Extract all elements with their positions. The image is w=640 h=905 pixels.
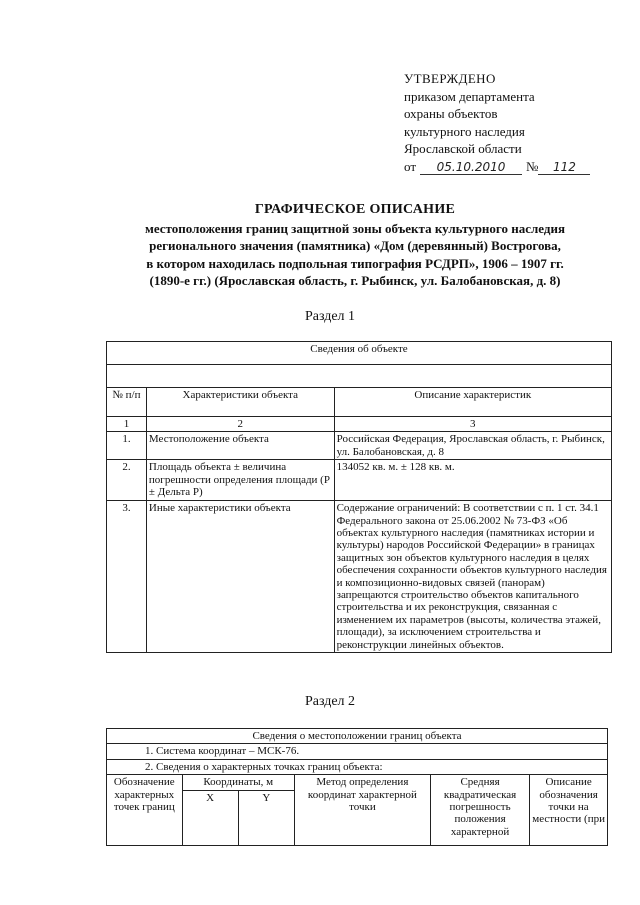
table-title-row xyxy=(107,729,608,744)
approval-line: охраны объектов xyxy=(404,106,498,121)
header-method: Метод определения координат характерной точки xyxy=(294,775,430,845)
row-description: Российская Федерация, Ярославская область, г. Рыбинск, ул. Балобановская, д. 8 xyxy=(334,432,611,460)
row-num: 2. xyxy=(107,460,147,501)
document-title xyxy=(60,201,640,290)
coord-system-row xyxy=(107,744,608,759)
header-y: Y xyxy=(238,790,294,845)
table-row xyxy=(107,432,612,460)
header-num: № п/п xyxy=(107,388,147,417)
table-row xyxy=(107,460,612,501)
table-row xyxy=(107,501,612,653)
header-error: Средняя квадратическая погрешность положения характерной xyxy=(430,775,529,845)
coord-system: 1. Система координат – МСК-76. xyxy=(107,744,608,759)
section-1-heading: Раздел 1 xyxy=(304,309,356,324)
table-title: Сведения о местоположении границ объекта xyxy=(107,729,608,744)
table-title-row xyxy=(107,342,612,365)
title-line: в котором находилась подпольная типография РСДРП», 1906 – 1907 гг. xyxy=(146,255,564,271)
number-label: № xyxy=(526,158,539,174)
title-line: местоположения границ защитной зоны объекта культурного наследия xyxy=(144,220,566,236)
boundary-info-table xyxy=(106,728,608,846)
row-num: 1. xyxy=(107,432,147,460)
table-header-row xyxy=(107,388,612,417)
table-spacer-row xyxy=(107,365,612,388)
row-characteristic: Местоположение объекта xyxy=(146,432,334,460)
row-characteristic: Площадь объекта ± величина погрешности определения площади (P ± Дельта P) xyxy=(146,460,334,501)
approval-heading: УТВЕРЖДЕНО xyxy=(404,71,496,86)
header-description: Описание обозначения точки на местности (при xyxy=(530,775,608,845)
approval-line: Ярославской области xyxy=(404,141,522,156)
table-header-row xyxy=(107,775,608,790)
header-characteristic: Характеристики объекта xyxy=(146,388,334,417)
col-number: 3 xyxy=(334,417,611,432)
row-num: 3. xyxy=(107,501,147,653)
object-info-table xyxy=(106,341,612,653)
handwritten-date: 05.10.2010 xyxy=(420,160,522,175)
header-coordinates: Координаты, м xyxy=(182,775,294,790)
row-description: 134052 кв. м. ± 128 кв. м. xyxy=(334,460,611,501)
date-prefix: от xyxy=(404,158,417,174)
header-description: Описание характеристик xyxy=(334,388,611,417)
col-number: 1 xyxy=(107,417,147,432)
title-line: регионального значения (памятника) «Дом (деревянный) Вострогова, xyxy=(149,238,561,253)
title-main: ГРАФИЧЕСКОЕ ОПИСАНИЕ xyxy=(254,202,456,217)
approval-date-line xyxy=(404,158,590,176)
row-description: Содержание ограничений: В соответствии с п. 1 ст. 34.1 Федерального закона от 25.06.2002 № 73-ФЗ «Об объектах культурного наследия (памятниках истории и культуры) народов Российской Федерации» в границах защитных зон объектов культурного наследия в целях обеспечения сохранности объектов культурного наследия и композиционно-видовых связей (панорам) запрещаются строительство объектов капитального строительства и их реконструкция, связанная с изменением их параметров (высоты, количества этажей, площади), за исключением строительства и реконструкции линейных объектов. xyxy=(334,501,611,653)
section-2-heading: Раздел 2 xyxy=(304,694,356,709)
table-number-row xyxy=(107,417,612,432)
header-x: X xyxy=(182,790,238,845)
approval-block xyxy=(404,70,590,175)
title-line: (1890-е гг.) (Ярославская область, г. Рыбинск, ул. Балобановская, д. 8) xyxy=(149,273,561,288)
col-number: 2 xyxy=(146,417,334,432)
header-designation: Обозначение характерных точек границ xyxy=(107,775,183,845)
points-info-row xyxy=(107,759,608,774)
handwritten-number: 112 xyxy=(538,160,590,175)
table-spacer xyxy=(107,365,612,388)
table-title: Сведения об объекте xyxy=(107,342,612,365)
approval-line: культурного наследия xyxy=(404,123,525,139)
points-info: 2. Сведения о характерных точках границ объекта: xyxy=(107,759,608,774)
approval-line: приказом департамента xyxy=(404,88,535,104)
row-characteristic: Иные характеристики объекта xyxy=(146,501,334,653)
